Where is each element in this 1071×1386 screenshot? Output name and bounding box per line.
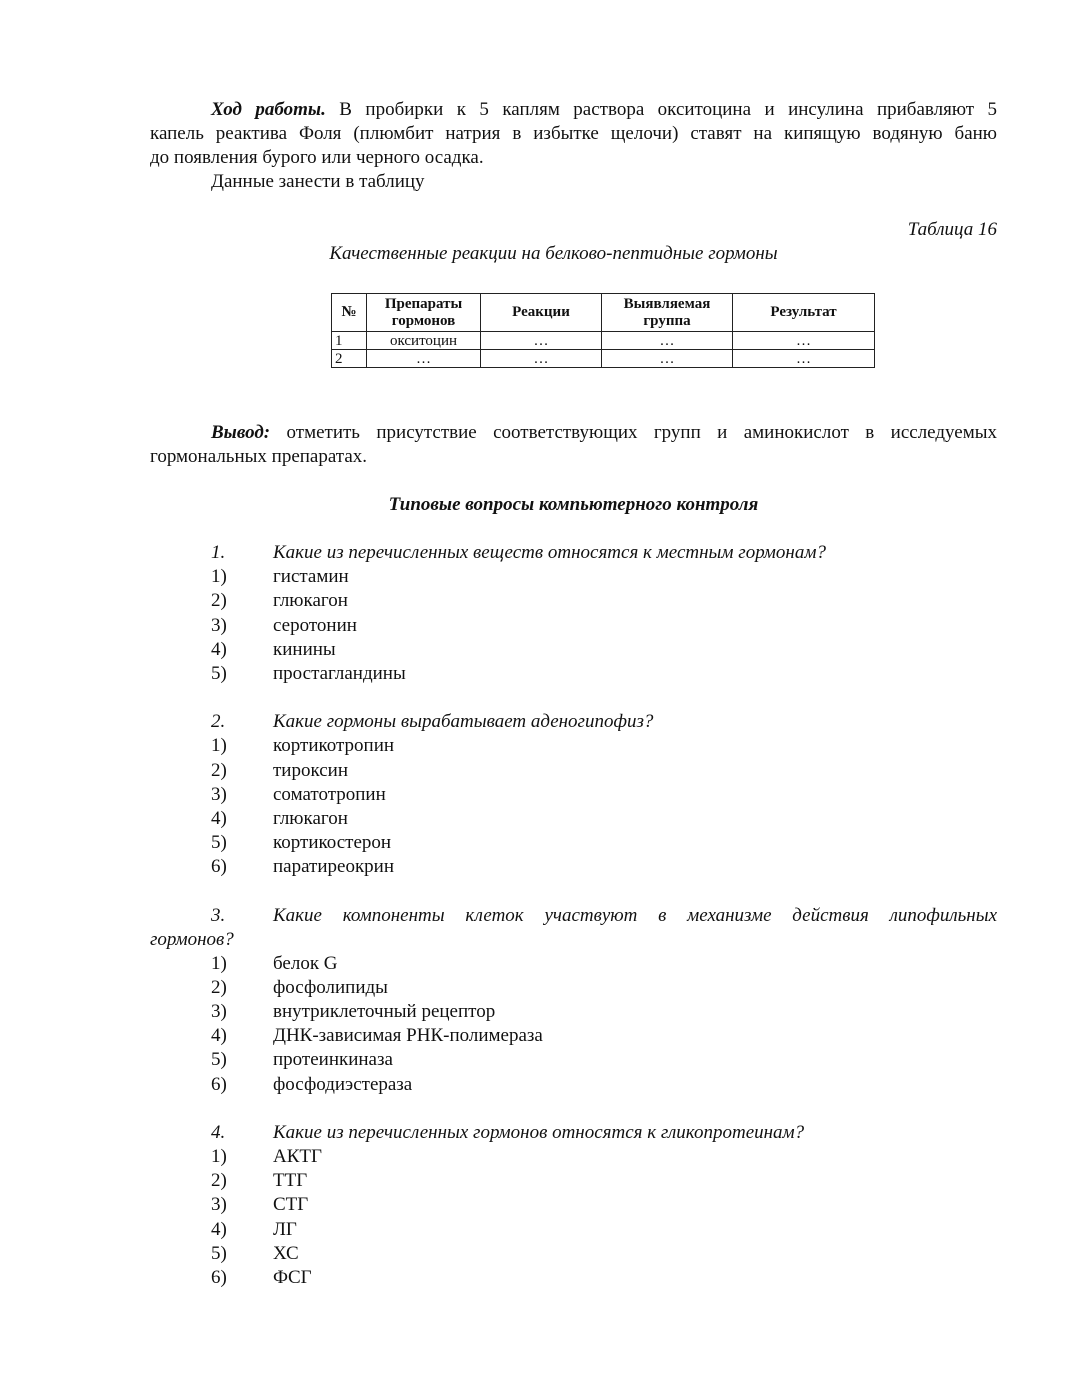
procedure-paragraph <box>150 98 997 194</box>
table-cell: … <box>733 332 875 350</box>
table-cell: окситоцин <box>367 332 481 350</box>
table-cell: … <box>481 332 602 350</box>
list-item: 4) ЛГ <box>211 1218 297 1240</box>
table-cell: 1 <box>332 332 367 350</box>
table-number: Таблица 16 <box>907 219 997 240</box>
list-item: 2) тироксин <box>211 759 348 781</box>
list-item: 5) ХС <box>211 1242 299 1264</box>
list-item: 4) глюкагон <box>211 808 348 830</box>
procedure-heading: Ход работы. <box>211 99 326 120</box>
list-item: 1) гистамин <box>211 566 349 588</box>
header-group: Выявляемая группа <box>602 294 733 332</box>
question-text: Какие из перечисленных гормонов относятся к гликопротеинам? <box>273 1121 805 1143</box>
question-heading <box>150 541 997 565</box>
list-item: 1) АКТГ <box>211 1146 322 1168</box>
table-title: Качественные реакции на белково-пептидные гормоны <box>329 243 778 264</box>
table-cell: 2 <box>332 350 367 368</box>
list-item: 6) фосфодиэстераза <box>211 1073 413 1095</box>
table-cell: … <box>602 350 733 368</box>
question-heading <box>150 710 997 734</box>
question-heading <box>150 904 997 952</box>
list-item: 2) глюкагон <box>211 590 348 612</box>
table-cell: … <box>602 332 733 350</box>
question-3 <box>150 904 997 1097</box>
list-item: 3) внутриклеточный рецептор <box>211 1001 496 1023</box>
list-item: 5) кортикостерон <box>211 832 392 854</box>
list-item: 2) фосфолипиды <box>211 976 388 998</box>
question-4 <box>150 1121 997 1290</box>
header-result: Результат <box>733 294 875 332</box>
list-item: 4) ДНК-зависимая РНК-полимераза <box>211 1025 543 1047</box>
list-item: 1) белок G <box>211 952 338 974</box>
procedure-line-3: до появления бурого или черного осадка. <box>150 147 484 168</box>
question-number: 3. <box>211 904 226 926</box>
conclusion-line-1: Вывод: отметить присутствие соответствующих групп и аминокислот в исследуемых <box>211 422 997 443</box>
list-item: 3) соматотропин <box>211 783 386 805</box>
table-cell: … <box>367 350 481 368</box>
conclusion-paragraph <box>150 421 997 469</box>
table-cell: … <box>733 350 875 368</box>
document-page <box>150 98 997 1290</box>
procedure-line-1: Ход работы. В пробирки к 5 каплям раствора окситоцина и инсулина прибавляют 5 <box>211 99 997 120</box>
list-item: 6) ФСГ <box>211 1267 312 1289</box>
question-number: 1. <box>211 542 226 563</box>
list-item: 4) кинины <box>211 638 336 660</box>
table-row <box>332 332 875 350</box>
procedure-line-2: капель реактива Фоля (плюмбит натрия в избытке щелочи) ставят на кипящую водяную баню <box>150 123 997 144</box>
header-reactions: Реакции <box>481 294 602 332</box>
question-1 <box>150 541 997 686</box>
table-header-row <box>332 294 875 332</box>
question-text: Какие компоненты клеток участвуют в механизме действия липофильных <box>273 904 997 926</box>
question-number: 2. <box>211 711 226 733</box>
list-item: 3) серотонин <box>211 614 357 636</box>
list-item: 3) СТГ <box>211 1194 309 1216</box>
header-preparations: Препараты гормонов <box>367 294 481 332</box>
question-2 <box>150 710 997 879</box>
list-item: 1) кортикотропин <box>211 735 395 757</box>
question-heading <box>150 1121 997 1145</box>
results-table <box>331 293 875 368</box>
list-item: 2) ТТГ <box>211 1170 308 1192</box>
list-item: 6) паратиреокрин <box>211 856 395 878</box>
question-number: 4. <box>211 1121 226 1143</box>
header-number: № <box>332 294 367 332</box>
list-item: 5) протеинкиназа <box>211 1049 393 1071</box>
question-text: Какие из перечисленных веществ относятся к местным гормонам? <box>273 542 826 563</box>
conclusion-line-2: гормональных препаратах. <box>150 446 368 467</box>
table-cell: … <box>481 350 602 368</box>
table-row <box>332 350 875 368</box>
procedure-line-4: Данные занести в таблицу <box>211 171 425 192</box>
question-text-line-1 <box>150 904 997 928</box>
question-text-line-2: гормонов? <box>150 928 234 950</box>
question-text: Какие гормоны вырабатывает аденогипофиз? <box>273 711 654 733</box>
conclusion-heading: Вывод: <box>211 422 271 443</box>
section-title: Типовые вопросы компьютерного контроля <box>388 494 759 515</box>
list-item: 5) простагландины <box>211 663 406 685</box>
